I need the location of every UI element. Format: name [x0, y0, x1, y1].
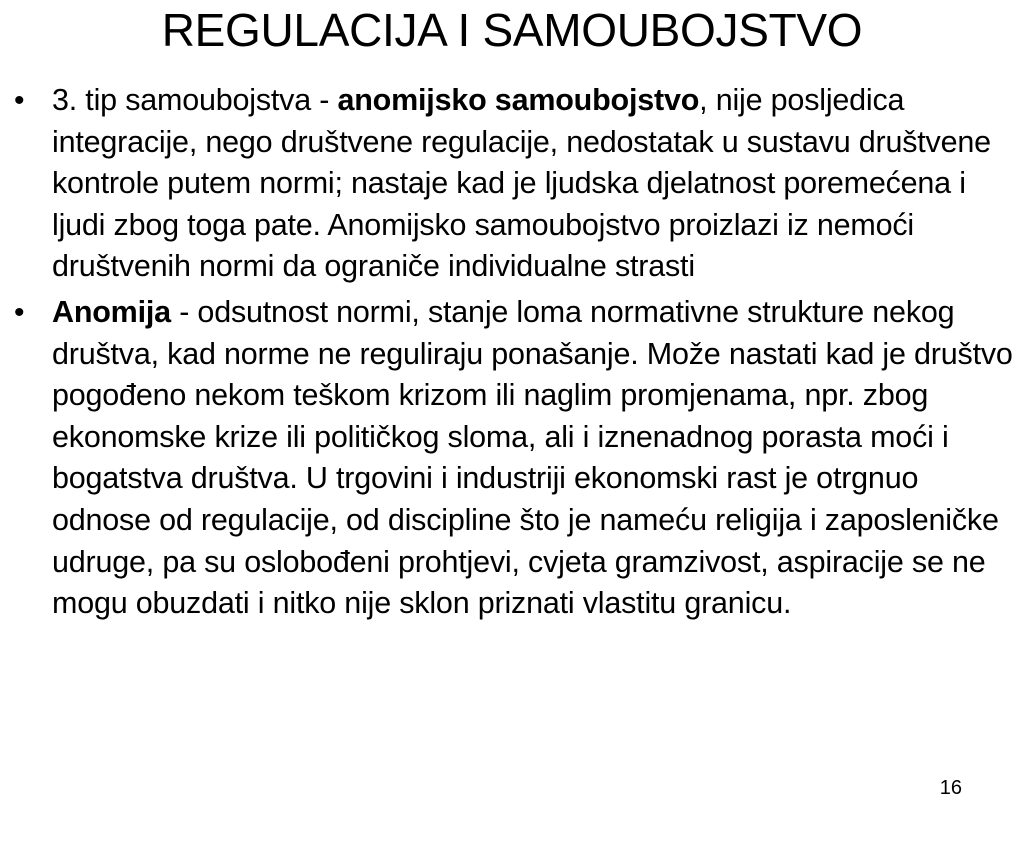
bullet-text: , nije posljedica integracije, nego društvene regulacije, nedostatak u sustavu društvene kontrole putem normi; nastaje kad je ljudska djelatnost poremećena i ljudi zbog toga pate. Anomijsko samoubojstvo proizlazi iz nemoći društvenih normi da ograniče individualne strasti	[52, 83, 991, 284]
bullet-item-anomie	[12, 292, 1020, 625]
bullet-text: - odsutnost normi, stanje loma normativne strukture nekog društva, kad norme ne reguliraju ponašanje. Može nastati kad je društvo pogođeno nekom teškom krizom ili naglim promjenama, npr. zbog ekonomske krize ili političkog sloma, ali i iznenadnog porasta moći i bogatstva društva. U trgovini i industriji ekonomski rast je otrgnuo odnose od regulacije, od discipline što je nameću religija i zaposleničke udruge, pa su oslobođeni prohtjevi, cvjeta gramzivost, aspiracije se ne mogu obuzdati i nitko nije sklon priznati vlastitu granicu.	[52, 294, 1013, 621]
bullet-bold-term: Anomija	[52, 294, 171, 329]
slide-title: REGULACIJA I SAMOUBOJSTVO	[161, 4, 863, 56]
bullet-prefix: 3. tip samoubojstva -	[52, 83, 338, 117]
bullet-marker: •	[14, 295, 25, 329]
page-number: 16	[939, 777, 962, 799]
bullet-item-anomic-suicide	[12, 80, 1020, 288]
bullet-bold-term: anomijsko samoubojstvo	[337, 83, 700, 117]
bullet-list	[12, 80, 1020, 629]
bullet-marker: •	[14, 84, 25, 117]
